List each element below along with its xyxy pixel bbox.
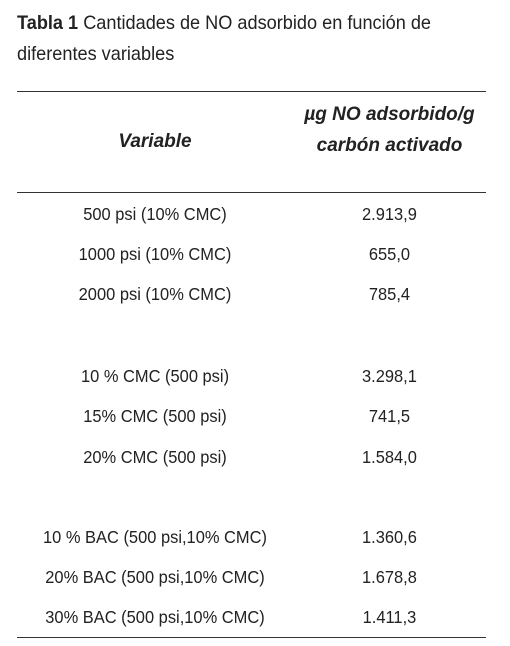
cell-value: 1.360,6: [362, 527, 417, 547]
table-row: [17, 234, 486, 274]
cell-variable: 20% CMC (500 psi): [83, 447, 227, 467]
table-row: [17, 437, 486, 477]
cell-value: 741,5: [368, 406, 411, 426]
column-header-value: µg NO adsorbido/g carbón activado: [304, 104, 475, 156]
column-header-variable: Variable: [118, 131, 192, 152]
table-caption-text: Cantidades de NO adsorbido en función de diferentes variables: [17, 12, 432, 65]
cell-variable: 15% CMC (500 psi): [83, 406, 227, 426]
table-row: [17, 597, 486, 637]
cell-value: 655,0: [368, 244, 411, 264]
cell-value: 1.678,8: [362, 567, 417, 587]
cell-value: 1.411,3: [362, 607, 417, 627]
cell-variable: 500 psi (10% CMC): [83, 204, 227, 224]
cell-variable: 20% BAC (500 psi,10% CMC): [45, 567, 265, 587]
cell-value: 1.584,0: [362, 447, 417, 467]
table-top-rule: [17, 91, 486, 92]
table-row: [17, 396, 486, 436]
table-row: [17, 274, 486, 314]
cell-value: 785,4: [368, 284, 411, 304]
table-caption-label: Tabla 1: [17, 12, 79, 34]
table-row: [17, 194, 486, 234]
cell-variable: 1000 psi (10% CMC): [78, 244, 232, 264]
cell-variable: 10 % BAC (500 psi,10% CMC): [42, 527, 267, 547]
table-row: [17, 356, 486, 396]
cell-value: 2.913,9: [362, 204, 417, 224]
table-header-rule: [17, 192, 486, 193]
cell-variable: 30% BAC (500 psi,10% CMC): [45, 607, 265, 627]
cell-variable: 10 % CMC (500 psi): [80, 366, 230, 386]
table-caption: [17, 8, 463, 70]
table-row: [17, 557, 486, 597]
table-bottom-rule: [17, 637, 486, 638]
cell-variable: 2000 psi (10% CMC): [78, 284, 232, 304]
table-row: [17, 517, 486, 557]
cell-value: 3.298,1: [362, 366, 417, 386]
